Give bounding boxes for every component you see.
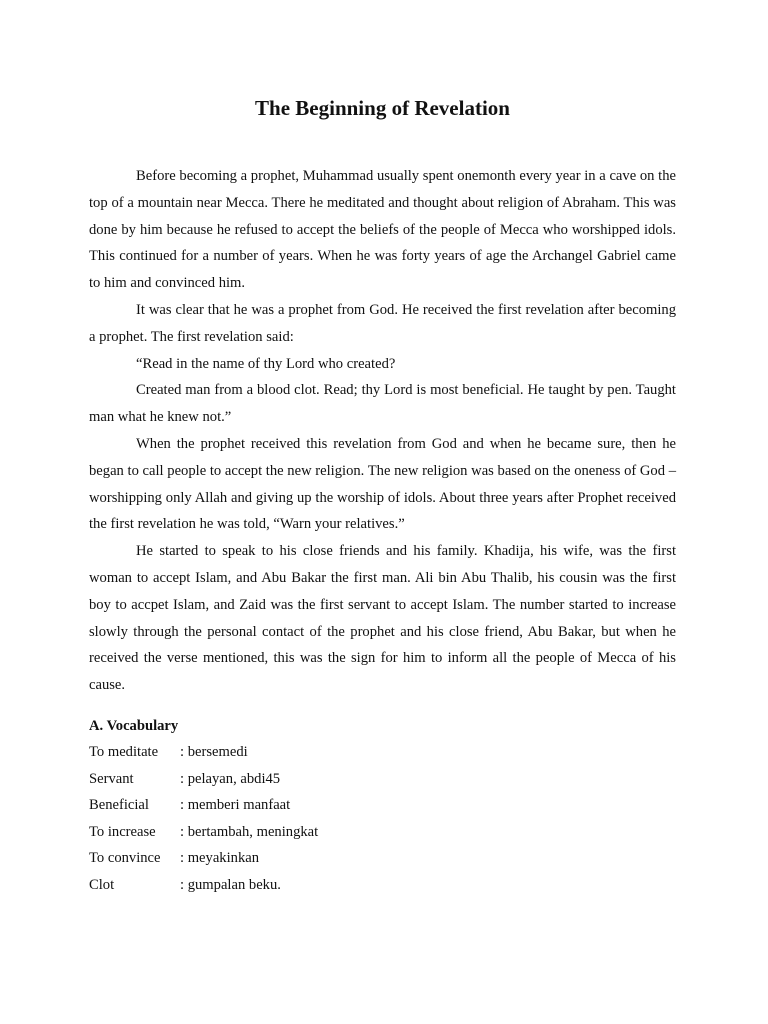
vocabulary-definition: : gumpalan beku.: [180, 876, 281, 893]
vocabulary-item: [89, 819, 676, 846]
paragraph-intro: Before becoming a prophet, Muhammad usually spent onemonth every year in a cave on the top of a mountain near Mecca. There he meditated and thought about religion of Abraham. This was done by him because he refused to accept the beliefs of the people of Mecca who worshipped idols. This continued for a number of years. When he was forty years of age the Archangel Gabriel came to him and convinced him.: [89, 168, 676, 292]
vocabulary-definition: : pelayan, abdi45: [180, 770, 281, 787]
vocabulary-item: [89, 845, 676, 872]
paragraph-first-followers: He started to speak to his close friends and his family. Khadija, his wife, was the first woman to accept Islam, and Abu Bakar the first man. Ali bin Abu Thalib, his cousin was the first boy to accpet Islam, and Zaid was the first servant to accept Islam. The number started to increase slowly through the personal contact of the prophet and his close friend, Abu Bakar, but when he received the verse mentioned, this was the sign for him to inform all the people of Mecca of his cause.: [89, 543, 676, 694]
document-title: The Beginning of Revelation: [255, 96, 510, 120]
quote-line-2: Created man from a blood clot. Read; thy Lord is most beneficial. He taught by pen. Taught man what he knew not.”: [89, 382, 676, 426]
vocabulary-heading: A. Vocabulary: [89, 717, 179, 734]
vocabulary-definition: : bertambah, meningkat: [180, 823, 319, 840]
vocabulary-item: [89, 739, 676, 766]
vocabulary-term: Beneficial: [89, 797, 149, 814]
vocabulary-term: Clot: [89, 876, 115, 893]
vocabulary-item: [89, 872, 676, 899]
paragraph-new-religion: When the prophet received this revelation from God and when he became sure, then he began to call people to accept the new religion. The new religion was based on the oneness of God – worshipping only Allah and giving up the worship of idols. About three years after Prophet received the first revelation he was told, “Warn your relatives.”: [89, 435, 676, 533]
quote-line-1: “Read in the name of thy Lord who created?: [136, 355, 396, 372]
document-body: [89, 163, 676, 699]
paragraph-first-revelation: It was clear that he was a prophet from God. He received the first revelation after becoming a prophet. The first revelation said:: [89, 301, 676, 345]
vocabulary-term: Servant: [89, 770, 134, 787]
vocabulary-list: [89, 739, 676, 898]
vocabulary-definition: : memberi manfaat: [180, 797, 291, 814]
vocabulary-definition: : bersemedi: [180, 744, 248, 761]
vocabulary-definition: : meyakinkan: [180, 850, 260, 867]
vocabulary-term: To increase: [89, 823, 156, 840]
vocabulary-item: [89, 766, 676, 793]
vocabulary-item: [89, 792, 676, 819]
vocabulary-term: To convince: [89, 850, 161, 867]
vocabulary-term: To meditate: [89, 744, 159, 761]
